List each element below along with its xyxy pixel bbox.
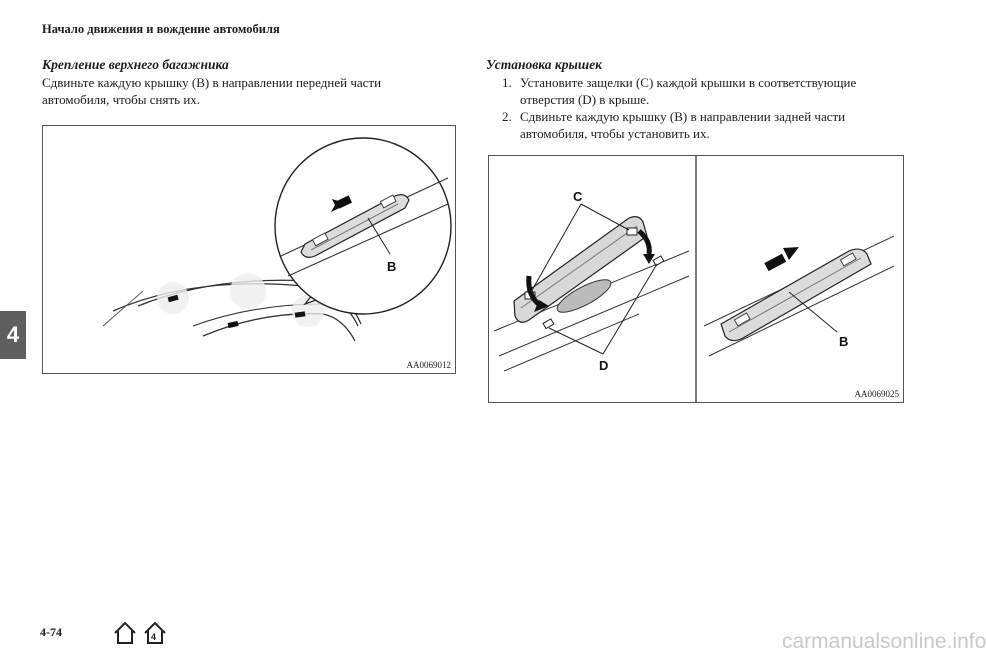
paragraph-line: автомобиля, чтобы снять их. [42, 92, 201, 107]
step-text-line: Установите защелки (C) каждой крышки в соответствующие [520, 75, 857, 90]
list-item [502, 74, 902, 108]
step-number: 2. [502, 109, 512, 124]
callout-label-d: D [599, 358, 609, 373]
watermark: carmanualsonline.info [782, 630, 986, 653]
figure-install-covers [488, 155, 904, 403]
instruction-paragraph [42, 74, 452, 108]
callout-label-b: B [839, 334, 849, 349]
step-text-line: отверстия (D) в крыше. [520, 92, 650, 107]
chapter-home-icon[interactable] [142, 620, 168, 646]
section-title-roof-rack: Крепление верхнего багажника [42, 57, 229, 72]
paragraph-line: Сдвиньте каждую крышку (B) в направлении передней части [42, 75, 382, 90]
page-number: 4-74 [40, 625, 62, 639]
figure-remove-covers [42, 125, 456, 374]
roof-cover-removal-illustration [43, 126, 455, 373]
figure-id: AA0069025 [854, 389, 899, 399]
step-number: 1. [502, 75, 512, 90]
home-icon[interactable] [112, 620, 138, 646]
page-header: Начало движения и вождение автомобиля [42, 22, 280, 36]
chapter-tab: 4 [0, 311, 26, 359]
list-item [502, 108, 902, 142]
callout-label-b: B [387, 259, 397, 274]
figure-id: AA0069012 [406, 360, 451, 370]
step-text-line: автомобиля, чтобы установить их. [520, 126, 710, 141]
roof-cover-install-illustration [489, 156, 903, 402]
svg-text:4: 4 [151, 632, 157, 642]
step-text-line: Сдвиньте каждую крышку (B) в направлении задней части [520, 109, 846, 124]
section-title-install-covers: Установка крышек [486, 57, 602, 72]
callout-label-c: C [573, 189, 583, 204]
install-steps-list [502, 74, 902, 142]
